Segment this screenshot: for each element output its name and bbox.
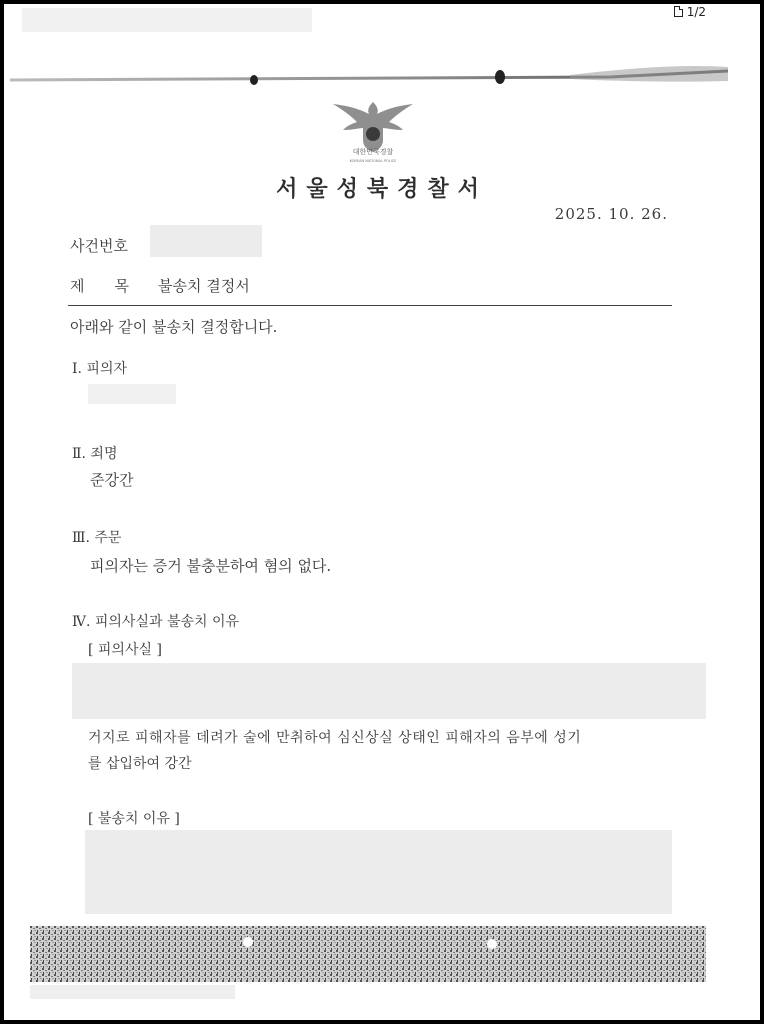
page-number: 1/2 — [686, 5, 706, 19]
facts-line-1: 거지로 피해자를 데려가 술에 만취하여 심신상실 상태인 피해자의 음부에 성기 — [88, 730, 582, 746]
header-divider — [68, 305, 672, 306]
case-number-label: 사건번호 — [70, 237, 128, 255]
redacted-header-strip — [22, 8, 312, 32]
intro-text: 아래와 같이 불송치 결정합니다. — [70, 318, 278, 336]
facts-label: [ 피의사실 ] — [88, 642, 162, 658]
redacted-suspect-name — [88, 384, 176, 404]
charge-value: 준강간 — [90, 471, 134, 489]
charge-heading: Ⅱ. 죄명 — [72, 446, 118, 462]
redacted-footer — [30, 985, 235, 999]
scan-artifact-line — [10, 63, 728, 93]
page-indicator — [674, 5, 706, 19]
redacted-case-number — [150, 225, 262, 257]
redacted-facts-block — [72, 663, 706, 719]
redacted-reason-block — [85, 830, 672, 914]
subject-label: 제 목 — [70, 277, 129, 295]
order-value: 피의자는 증거 불충분하여 혐의 없다. — [90, 557, 332, 575]
document-date: 2025. 10. 26. — [554, 205, 668, 223]
facts-heading: Ⅳ. 피의사실과 불송치 이유 — [72, 614, 240, 630]
emblem-subcaption: KOREAN NATIONAL POLICE — [349, 159, 397, 163]
document-icon — [674, 6, 683, 17]
suspect-heading: Ⅰ. 피의자 — [72, 361, 128, 377]
scan-noise-bar — [30, 926, 706, 982]
agency-title: 서울성북경찰서 — [276, 176, 488, 202]
police-emblem — [325, 96, 421, 164]
emblem-caption: 대한민국경찰 — [352, 148, 394, 156]
reason-label: [ 불송치 이유 ] — [88, 811, 180, 827]
order-heading: Ⅲ. 주문 — [72, 530, 122, 546]
subject-value: 불송치 결정서 — [158, 277, 250, 295]
facts-line-2: 를 삽입하여 강간 — [88, 756, 192, 772]
